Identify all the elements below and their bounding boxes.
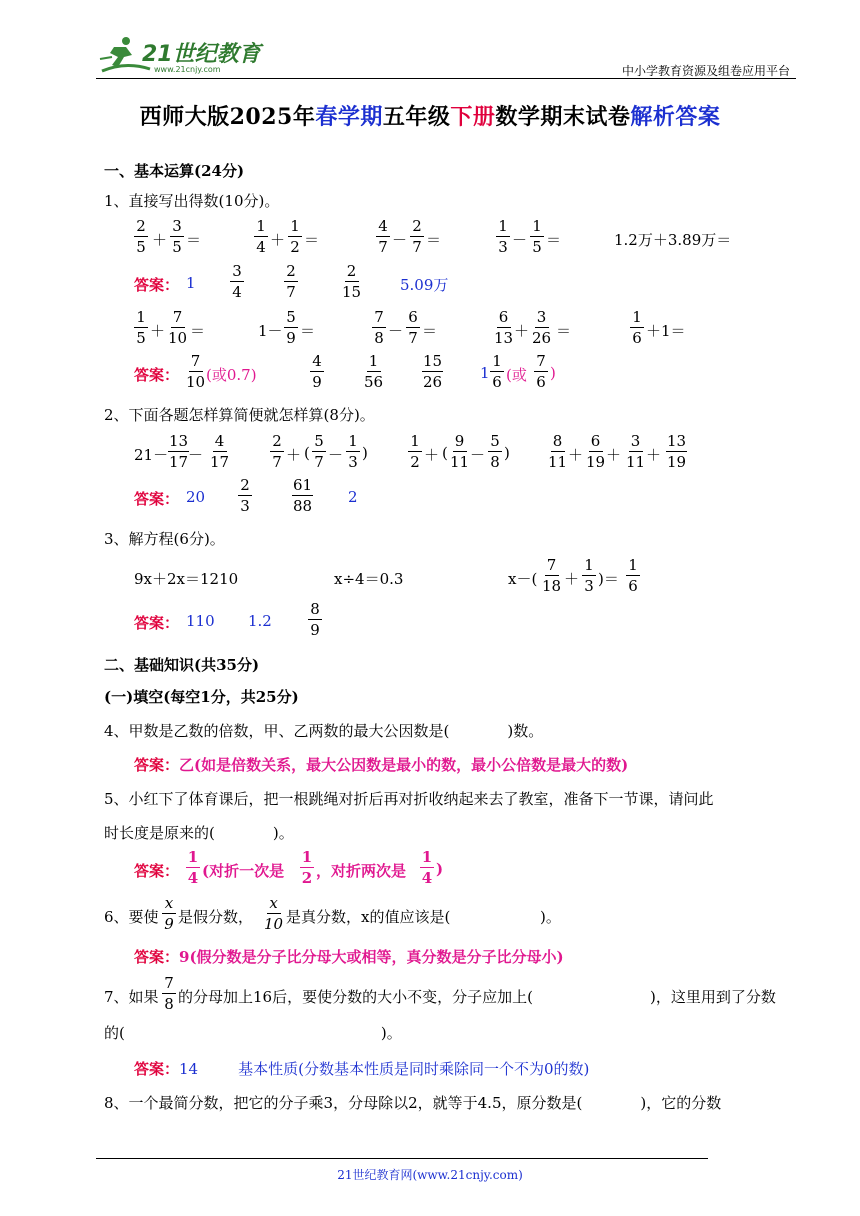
text-title-p4: 下册: [450, 104, 496, 130]
text-common-answer: 答案：: [134, 756, 180, 774]
text-common-answer: 答案：: [134, 614, 180, 632]
text-common-plus: ＋: [568, 446, 584, 464]
text-r2-a1-tail: (或0.7): [206, 366, 257, 384]
text-common-plus: ＋: [270, 231, 286, 249]
text-common-answer: 答案：: [134, 366, 180, 384]
fraction-denominator: 7: [412, 238, 422, 256]
fraction-denominator: 5: [172, 238, 182, 256]
fraction: [496, 219, 510, 255]
fraction: [420, 850, 434, 886]
answer-6: [134, 946, 564, 967]
fraction: [230, 264, 244, 300]
fraction: [270, 434, 284, 470]
text-r2-a5-pre: 1: [480, 364, 490, 382]
fraction-denominator: 7: [378, 238, 388, 256]
fraction-denominator: 9: [164, 915, 174, 933]
fraction-numerator: 2: [134, 219, 148, 237]
fraction-numerator: 1: [367, 354, 381, 372]
text-q5-ans-b: ，对折两次是: [316, 862, 407, 880]
fraction: [542, 558, 561, 594]
fraction: [548, 434, 567, 470]
text-eq-e2: x÷4＝0.3: [334, 570, 404, 588]
text-common-eq: ＝: [426, 231, 442, 249]
fraction-denominator: 11: [548, 453, 568, 471]
text-common-eq: ＝: [190, 322, 206, 340]
fraction: [410, 219, 424, 255]
text-common-minus: －: [470, 446, 486, 464]
text-common-plus: ＋: [646, 446, 662, 464]
text-common-minus: －: [188, 446, 204, 464]
fraction-numerator: 7: [372, 310, 386, 328]
text-common-minus: －: [388, 322, 404, 340]
fraction-denominator: 8: [490, 453, 500, 471]
fraction-denominator: 5: [136, 238, 146, 256]
fraction-denominator: 9: [310, 621, 320, 639]
fraction-numerator: 4: [310, 354, 324, 372]
fraction-numerator: 5: [312, 434, 326, 452]
text-common-one-minus: 1－: [258, 322, 283, 340]
fraction-denominator: 9: [312, 373, 322, 391]
text-q5-line2b: )。: [272, 824, 294, 842]
fraction-denominator: 7: [272, 453, 282, 471]
fraction-denominator: 2: [410, 453, 420, 471]
text-common-wan: 1.2万＋3.89万＝: [614, 231, 732, 249]
fraction-numerator: 1: [288, 219, 302, 237]
fraction-denominator: 2: [290, 238, 300, 256]
text-common-eq: ＝: [186, 231, 202, 249]
text-common-plus: ＋: [514, 322, 530, 340]
header-divider: [96, 78, 796, 79]
text-q5-ans-c: ): [436, 860, 444, 878]
fraction-denominator: 4: [232, 283, 242, 301]
logo-text: 21世纪教育: [142, 42, 261, 67]
fraction: [626, 434, 645, 470]
text-q7-ans2: 基本性质(分数基本性质是同时乘除同一个不为0的数): [238, 1060, 590, 1078]
fraction-numerator: 6: [497, 310, 511, 328]
fraction-numerator: 7: [189, 354, 203, 372]
fraction: [134, 310, 148, 346]
fraction: [342, 264, 361, 300]
text-r1-a1: 1: [186, 274, 196, 292]
text-common-eq: ＝: [300, 322, 316, 340]
logo-url: www.21cnjy.com: [154, 65, 221, 74]
fraction-numerator: 2: [238, 478, 252, 496]
text-q6-b: 是假分数，: [178, 908, 254, 926]
fraction: [626, 558, 640, 594]
fraction-numerator: 2: [270, 434, 284, 452]
fraction-numerator: 8: [551, 434, 565, 452]
fraction-numerator: 8: [308, 602, 322, 620]
text-common-plus: ＋: [564, 570, 580, 588]
fraction-numerator: 6: [406, 310, 420, 328]
text-q4-text: 4、甲数是乙数的倍数，甲、乙两数的最大公因数是(: [104, 722, 450, 740]
fraction-denominator: 4: [421, 869, 433, 887]
section-2-title: 二、基础知识(共35分): [104, 656, 260, 674]
text-q8-tail: )，它的分数: [640, 1094, 722, 1112]
text-common-minus: －: [328, 446, 344, 464]
fraction-numerator: 13: [667, 432, 687, 450]
fraction-denominator: 26: [532, 329, 552, 347]
text-common-answer: 答案：: [134, 948, 180, 966]
fraction: [666, 434, 687, 470]
fraction: [408, 434, 422, 470]
fraction: [364, 354, 383, 390]
fraction-numerator: 7: [162, 976, 176, 994]
site-logo: [96, 33, 261, 77]
fraction: [186, 850, 200, 886]
fraction-numerator: 2: [284, 264, 298, 282]
text-title-p2: 春学期: [315, 104, 383, 130]
fraction: [534, 354, 548, 390]
fraction: [308, 602, 322, 638]
fraction-numerator: 1: [254, 219, 268, 237]
fraction: [300, 850, 314, 886]
text-common-answer: 答案：: [134, 862, 180, 880]
text-eq-e3-pre: x－(: [508, 570, 538, 588]
fraction-numerator: 1: [408, 434, 422, 452]
fraction-numerator: 5: [488, 434, 502, 452]
text-common-minus: －: [512, 231, 528, 249]
fraction-numerator: x: [267, 896, 281, 914]
fraction-numerator: 1: [582, 558, 596, 576]
fraction: [488, 434, 502, 470]
text-common-lp: (: [442, 444, 448, 462]
text-common-answer: 答案：: [134, 276, 180, 294]
text-q6-c: 是真分数，x的值应该是(: [286, 908, 451, 926]
fraction: [586, 434, 605, 470]
fraction-numerator: 15: [423, 352, 443, 370]
fraction: [284, 310, 298, 346]
text-q6-a: 6、要使: [104, 908, 159, 926]
fraction-denominator: 6: [492, 373, 502, 391]
text-q7-line2a: 的(: [104, 1024, 125, 1042]
fraction-numerator: 1: [421, 848, 433, 866]
fraction-numerator: 2: [410, 219, 424, 237]
fraction: [186, 354, 205, 390]
fraction-numerator: 1: [134, 310, 148, 328]
fraction-numerator: 7: [545, 558, 559, 576]
text-common-plus: ＋: [150, 322, 166, 340]
fraction: [530, 219, 544, 255]
fraction-denominator: 5: [532, 238, 542, 256]
fraction: [312, 434, 326, 470]
fraction-denominator: 9: [286, 329, 296, 347]
fraction: [210, 434, 229, 470]
fraction-denominator: 19: [586, 453, 606, 471]
fraction-numerator: 1: [496, 219, 510, 237]
page-title: [0, 100, 860, 131]
text-common-eq: ＝: [422, 322, 438, 340]
fraction: [372, 310, 386, 346]
text-common-twenty-one: 21－: [134, 446, 169, 464]
fraction: [310, 354, 324, 390]
fraction: [376, 219, 390, 255]
text-common-one-plus: ＋1＝: [646, 322, 686, 340]
fraction-numerator: 1: [187, 848, 199, 866]
text-r4-a2: 1.2: [248, 612, 272, 630]
text-title-p1: 西师大版2025年: [139, 104, 316, 130]
text-q7-b: 的分母加上16后，要使分数的大小不变，分子应加上(: [178, 988, 533, 1006]
fraction: [238, 478, 252, 514]
text-common-plus: ＋: [286, 446, 302, 464]
text-q7-a: 7、如果: [104, 988, 159, 1006]
fraction-numerator: 1: [490, 354, 504, 372]
fraction-denominator: 3: [240, 497, 250, 515]
text-common-eq: ＝: [556, 322, 572, 340]
text-r1-a5: 5.09万: [400, 276, 449, 294]
fraction-denominator: 8: [164, 995, 174, 1013]
fraction-numerator: 3: [535, 310, 549, 328]
fraction-denominator: 15: [342, 283, 362, 301]
text-common-plus: ＋: [424, 446, 440, 464]
fraction: [134, 219, 148, 255]
text-title-p6: 解析答案: [630, 104, 721, 130]
fraction-numerator: 7: [171, 310, 185, 328]
text-q7-c: )，这里用到了分数: [650, 988, 776, 1006]
text-r4-a1: 110: [186, 612, 215, 630]
fraction-denominator: 10: [264, 915, 284, 933]
text-q6-d: )。: [540, 908, 561, 926]
text-common-plus: ＋: [152, 231, 168, 249]
fraction-denominator: 6: [536, 373, 546, 391]
text-q7-ans1: 14: [179, 1060, 199, 1078]
fraction-denominator: 18: [542, 577, 562, 595]
fraction-numerator: 1: [630, 310, 644, 328]
fraction: [292, 478, 313, 514]
fraction-denominator: 6: [628, 577, 638, 595]
text-common-minus: －: [392, 231, 408, 249]
question-5-line1: 5、小红下了体育课后，把一根跳绳对折后再对折收纳起来去了教室，准备下一节课，请问此: [104, 790, 714, 808]
subsection-fill-blank: (一)填空(每空1分，共25分): [104, 688, 299, 706]
text-eq-e3-post: )＝: [598, 570, 619, 588]
fraction-denominator: 6: [632, 329, 642, 347]
fraction-numerator: 6: [589, 434, 603, 452]
text-r3-a4: 2: [348, 488, 358, 506]
fraction: [422, 354, 443, 390]
fraction-denominator: 26: [423, 373, 443, 391]
text-q5-ans-a: (对折一次是: [202, 862, 285, 880]
fraction-numerator: 3: [629, 434, 643, 452]
text-common-rp: ): [504, 444, 510, 462]
fraction-numerator: 4: [376, 219, 390, 237]
fraction-denominator: 4: [187, 869, 199, 887]
fraction-denominator: 8: [374, 329, 384, 347]
fraction: [168, 434, 189, 470]
fraction-denominator: 13: [494, 329, 514, 347]
fraction: [288, 219, 302, 255]
fraction-denominator: 3: [348, 453, 358, 471]
fraction: [346, 434, 360, 470]
text-common-rp: ): [362, 444, 368, 462]
text-q6-answer: 9(假分数是分子比分母大或相等，真分数是分子比分母小): [179, 948, 564, 966]
fraction-denominator: 10: [168, 329, 188, 347]
fraction: [582, 558, 596, 594]
text-common-eq: ＝: [304, 231, 320, 249]
fraction-numerator: 9: [453, 434, 467, 452]
text-q4-answer: 乙(如是倍数关系，最大公因数是最小的数，最小公倍数是最大的数): [179, 756, 629, 774]
fraction-numerator: 3: [170, 219, 184, 237]
fraction-denominator: 5: [136, 329, 146, 347]
text-common-answer: 答案：: [134, 490, 180, 508]
footer-link[interactable]: 21世纪教育网(www.21cnjy.com): [337, 1168, 523, 1182]
fraction-denominator: 56: [364, 373, 384, 391]
text-common-lp: (: [304, 444, 310, 462]
fraction-numerator: 7: [534, 354, 548, 372]
text-q7-line2b: )。: [380, 1024, 402, 1042]
question-2: 2、下面各题怎样算简便就怎样算(8分)。: [104, 406, 375, 424]
fraction: [162, 976, 176, 1012]
fraction-denominator: 10: [186, 373, 206, 391]
fraction-denominator: 11: [626, 453, 646, 471]
fraction: [450, 434, 469, 470]
text-eq-e1: 9x＋2x＝1210: [134, 570, 239, 588]
question-7-line2: [104, 1022, 402, 1043]
fraction-numerator: 13: [169, 432, 189, 450]
fraction: [406, 310, 420, 346]
fraction-numerator: 4: [213, 434, 227, 452]
fraction: [168, 310, 187, 346]
question-4: [104, 720, 543, 741]
fraction-denominator: 88: [293, 497, 313, 515]
fraction-denominator: 17: [210, 453, 230, 471]
fraction-denominator: 7: [286, 283, 296, 301]
fraction: [490, 354, 504, 390]
fraction-denominator: 17: [169, 453, 189, 471]
fraction-denominator: 7: [314, 453, 324, 471]
fraction-denominator: 19: [667, 453, 687, 471]
answer-4: [134, 754, 628, 775]
footer-divider: [96, 1158, 708, 1159]
fraction-denominator: 11: [450, 453, 470, 471]
fraction: [254, 219, 268, 255]
fraction: [494, 310, 513, 346]
fraction-numerator: 3: [230, 264, 244, 282]
fraction: [170, 219, 184, 255]
fraction-denominator: 4: [256, 238, 266, 256]
fraction-denominator: 7: [408, 329, 418, 347]
fraction-numerator: 1: [626, 558, 640, 576]
fraction-denominator: 2: [301, 869, 313, 887]
text-r2-a5-end: ): [550, 364, 556, 382]
fraction-numerator: 2: [345, 264, 359, 282]
fraction: [162, 896, 176, 932]
text-title-p5: 数学期末试卷: [495, 104, 631, 130]
fraction: [532, 310, 551, 346]
text-q5-line2a: 时长度是原来的(: [104, 824, 215, 842]
fraction-denominator: 3: [584, 577, 594, 595]
question-8: [104, 1092, 721, 1113]
question-3: 3、解方程(6分)。: [104, 530, 225, 548]
platform-name: 中小学教育资源及组卷应用平台: [621, 64, 790, 78]
text-common-eq: ＝: [546, 231, 562, 249]
fraction-numerator: 1: [301, 848, 313, 866]
fraction-numerator: 1: [530, 219, 544, 237]
text-r3-a1: 20: [186, 488, 206, 506]
fraction-numerator: 61: [293, 476, 313, 494]
fraction-numerator: 5: [284, 310, 298, 328]
question-5-line2: [104, 822, 294, 843]
text-q8-text: 8、一个最简分数，把它的分子乘3，分母除以2，就等于4.5，原分数是(: [104, 1094, 583, 1112]
answer-7: [134, 1058, 589, 1079]
text-q4-tail: )数。: [507, 722, 544, 740]
text-common-plus: ＋: [606, 446, 622, 464]
fraction-numerator: 1: [346, 434, 360, 452]
text-common-answer: 答案：: [134, 1060, 180, 1078]
fraction: [630, 310, 644, 346]
fraction-denominator: 3: [498, 238, 508, 256]
text-title-p3: 五年级: [382, 104, 451, 130]
fraction: [284, 264, 298, 300]
question-1: 1、直接写出得数(10分)。: [104, 192, 280, 210]
fraction: [264, 896, 283, 932]
section-1-title: 一、基本运算(24分): [104, 162, 245, 180]
text-r2-a5-tail: (或: [506, 366, 527, 384]
fraction-numerator: x: [162, 896, 176, 914]
